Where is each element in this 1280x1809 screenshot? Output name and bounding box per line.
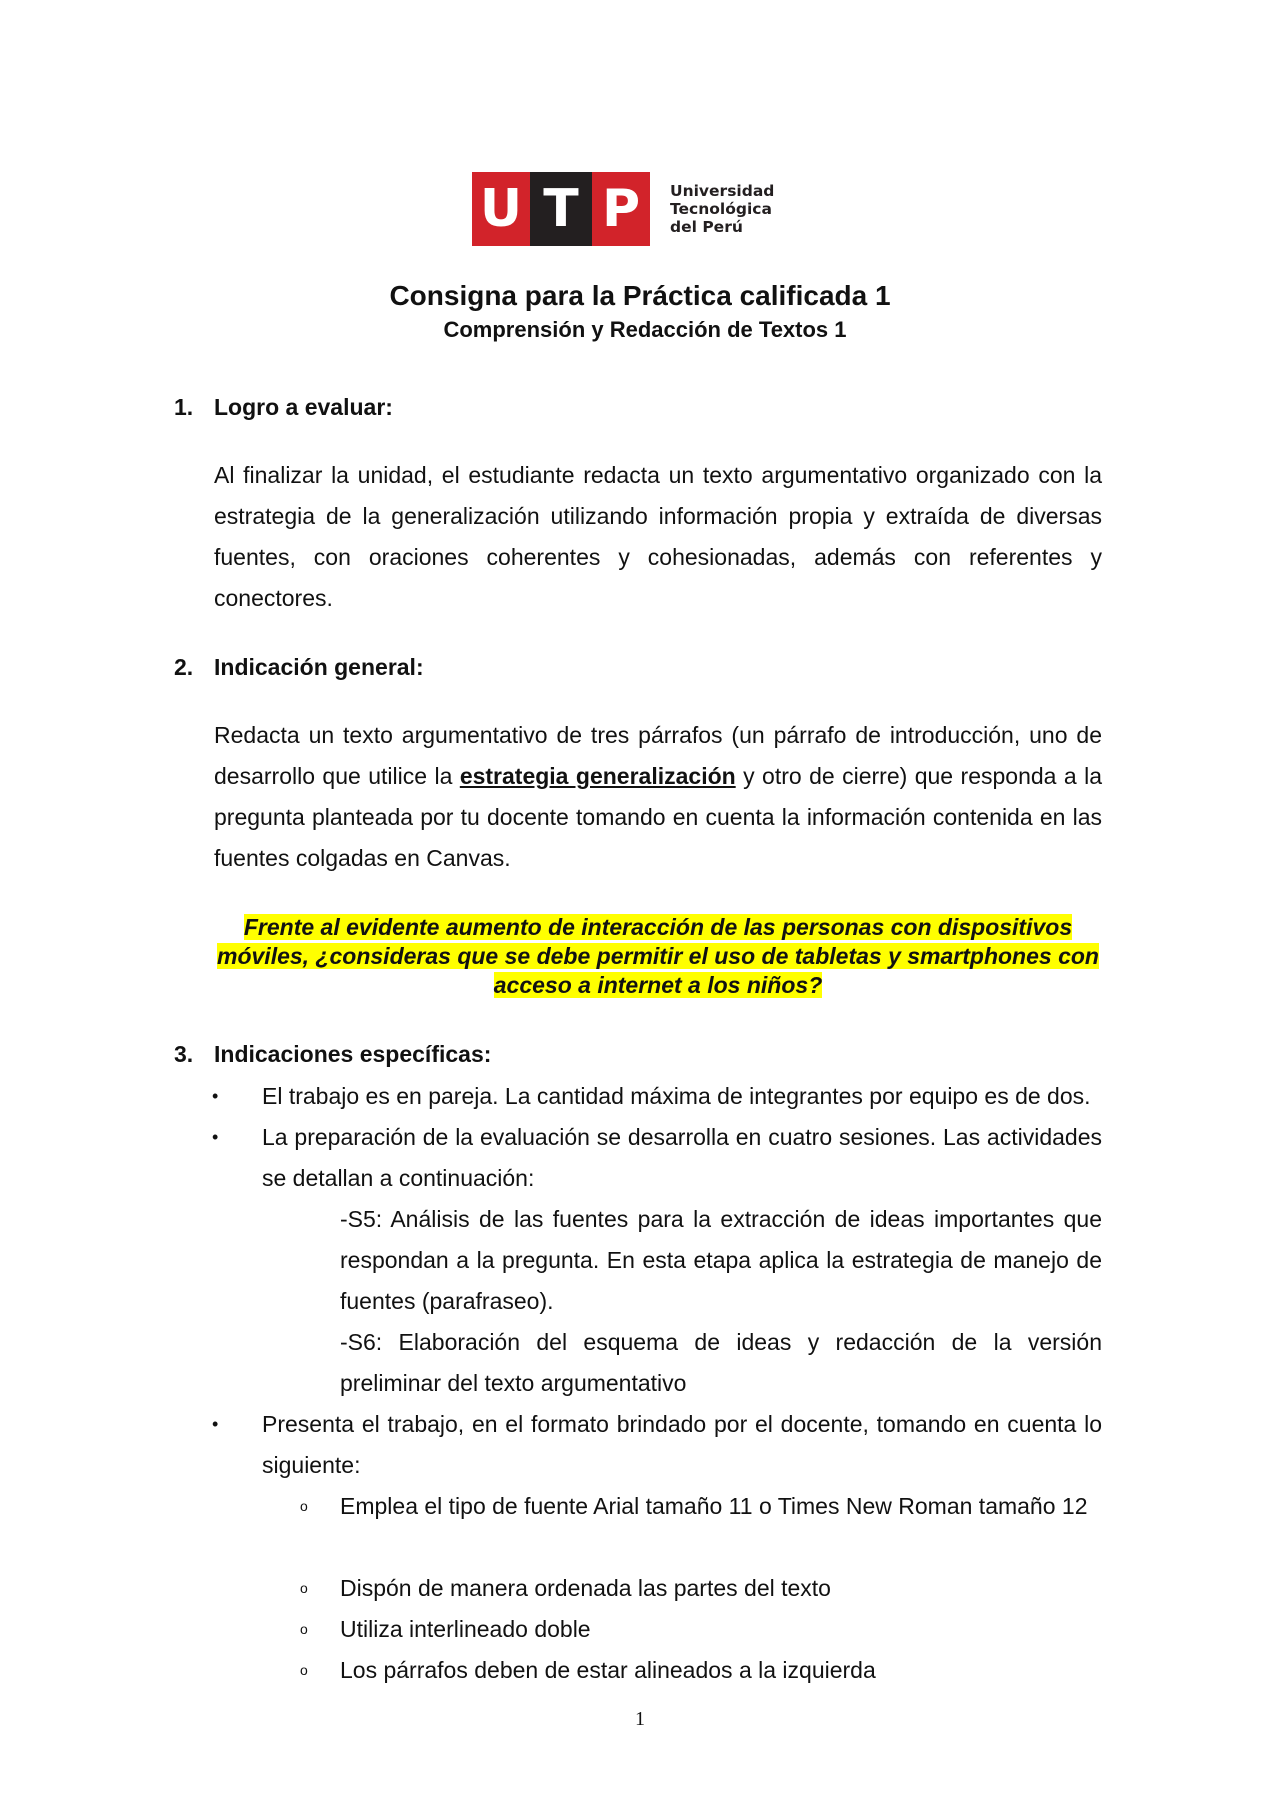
list-item — [300, 1609, 1102, 1650]
logo-letter-p: P — [592, 172, 650, 246]
session-s5: -S5: Análisis de las fuentes para la extracción de ideas importantes que respondan a la pregunta. En esta etapa aplica la estrategia de manejo de fuentes (parafraseo). — [340, 1206, 1102, 1314]
bullet-text-1: El trabajo es en pareja. La cantidad máxima de integrantes por equipo es de dos. — [262, 1083, 1091, 1109]
logo-line-2: Tecnológica — [670, 200, 772, 218]
document-subtitle: Comprensión y Redacción de Textos 1 — [443, 317, 847, 342]
section-1-heading — [174, 394, 393, 421]
section-3-heading — [174, 1041, 491, 1068]
circle-bullet-icon: o — [300, 1580, 308, 1596]
logo-line-1: Universidad — [670, 182, 775, 200]
section-1-title: Logro a evaluar: — [214, 394, 393, 420]
bullet-icon: • — [212, 1086, 219, 1106]
section-3-number: 3. — [174, 1041, 194, 1067]
format-item-2: Dispón de manera ordenada las partes del texto — [340, 1575, 831, 1601]
list-item — [214, 1076, 1102, 1117]
logo-letter-t: T — [530, 172, 592, 246]
section-1-text: Al finalizar la unidad, el estudiante redacta un texto argumentativo organizado con la estrategia de la generalización utilizando información propia y extraída de diversas fuentes, con oraciones coherentes y cohesionadas, además con referentes y conectores. — [214, 462, 1102, 611]
section-3-title: Indicaciones específicas: — [214, 1041, 492, 1067]
format-item-4: Los párrafos deben de estar alineados a la izquierda — [340, 1657, 876, 1683]
section-2-title: Indicación general: — [214, 654, 424, 680]
logo-wordmark — [670, 182, 774, 236]
list-item — [300, 1650, 1102, 1691]
list-item — [214, 1117, 1102, 1199]
format-item-3: Utiliza interlineado doble — [340, 1616, 591, 1642]
question-text: Frente al evidente aumento de interacción de las personas con dispositivos móviles, ¿consideras que se debe permitir el uso de tabletas y smartphones con acceso a internet a los niños? — [217, 914, 1099, 998]
section-1-number: 1. — [174, 394, 194, 420]
circle-bullet-icon: o — [300, 1621, 308, 1637]
list-item — [300, 1486, 1102, 1527]
page-number: 1 — [635, 1708, 645, 1730]
bullet-icon: • — [212, 1414, 219, 1434]
section-2-text-after: y otro de cierre) que responda a la pregunta planteada por tu docente tomando en cuenta la información contenida en las fuentes colgadas en Canvas. — [214, 763, 1102, 871]
highlighted-question — [214, 913, 1102, 1000]
logo-letters — [472, 172, 650, 246]
list-item — [300, 1568, 1102, 1609]
format-item-1: Emplea el tipo de fuente Arial tamaño 11 o Times New Roman tamaño 12 — [340, 1493, 1088, 1519]
bullet-icon: • — [212, 1127, 219, 1147]
section-2-heading — [174, 654, 424, 681]
section-2-number: 2. — [174, 654, 194, 680]
section-2-text — [214, 715, 1102, 879]
utp-logo — [472, 172, 774, 246]
bullet-text-2: La preparación de la evaluación se desarrolla en cuatro sesiones. Las actividades se detallan a continuación: — [262, 1124, 1102, 1191]
circle-bullet-icon: o — [300, 1662, 308, 1678]
session-s6: -S6: Elaboración del esquema de ideas y redacción de la versión preliminar del texto argumentativo — [340, 1329, 1102, 1396]
logo-line-3: del Perú — [670, 218, 743, 236]
section-2-text-before: Redacta un texto argumentativo de tres párrafos (un párrafo de introducción, uno de desarrollo que utilice la — [214, 722, 1102, 789]
circle-bullet-icon: o — [300, 1498, 308, 1514]
bullet-text-3: Presenta el trabajo, en el formato brindado por el docente, tomando en cuenta lo siguiente: — [262, 1411, 1102, 1478]
strategy-emphasis: estrategia generalización — [459, 763, 736, 789]
logo-letter-u: U — [472, 172, 530, 246]
document-title: Consigna para la Práctica calificada 1 — [389, 280, 891, 311]
list-item — [214, 1404, 1102, 1486]
